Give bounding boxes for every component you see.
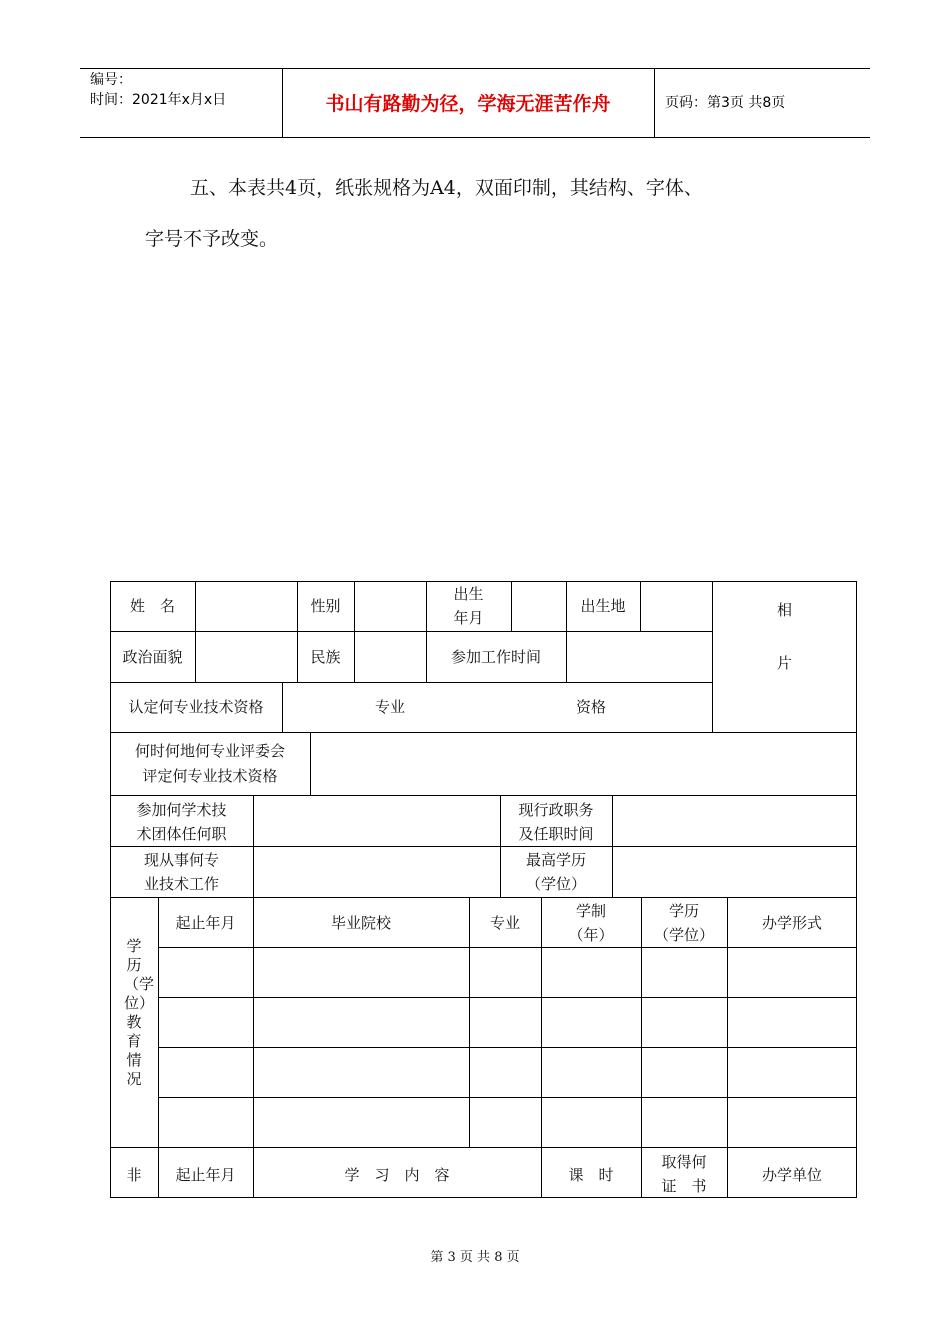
org-label-line2: 术团体任何职 [136,825,227,843]
org-label-line1: 参加何学术技 [136,801,227,819]
name-label: 姓 名 [129,597,175,615]
nonedu-cert-header-line2: 证 书 [661,1177,707,1195]
header-page-cell [655,69,870,137]
work-label-line2: 业技术工作 [143,875,219,893]
gender-label: 性别 [310,597,341,615]
photo-label-line2: 片 [776,654,792,672]
header-motto-cell [282,69,655,137]
photo-label-line1: 相 [776,601,792,619]
qualification-label: 认定何专业技术资格 [128,698,264,716]
nonedu-section-label: 非 [126,1166,142,1184]
nonedu-cert-header-line1: 取得何 [661,1153,707,1171]
edu-mode-header: 办学形式 [761,914,822,932]
edu-period-header: 起止年月 [175,914,236,932]
header-meta-cell [80,69,283,137]
birthplace-label: 出生地 [580,597,626,615]
political-label: 政治面貌 [122,648,183,666]
education-section-label: 学历（学位）教育情况 [124,937,155,1088]
nonedu-hours-header: 课 时 [568,1166,614,1184]
edu-degree-header-line1: 学历 [668,902,699,920]
registration-form [110,581,857,1198]
motto: 书山有路勤为径，学海无涯苦作舟 [325,93,611,115]
time-label: 时间：2021年x月x日 [90,92,227,108]
ethnicity-label: 民族 [310,648,341,666]
post-label-line2: 及任职时间 [518,825,594,843]
nonedu-content-header: 学 习 内 容 [344,1166,450,1184]
qualification-sub-label: 资格 [576,698,607,716]
edu-major-header: 专业 [489,914,520,932]
instruction-line-1: 五、本表共4页，纸张规格为A4，双面印制，其结构、字体、 [190,177,703,199]
number-label: 编号： [90,72,132,88]
committee-label-line2: 评定何专业技术资格 [142,767,278,785]
nonedu-unit-header: 办学单位 [761,1166,822,1184]
edu-degree-header-line2: （学位） [653,926,714,944]
nonedu-period-header: 起止年月 [175,1166,236,1184]
edu-school-header: 毕业院校 [330,914,391,932]
page-info: 页码：第3页 共8页 [665,95,786,111]
document-header [80,68,870,138]
major-label: 专业 [375,698,406,716]
post-label-line1: 现行政职务 [518,801,594,819]
work-start-label: 参加工作时间 [450,648,541,666]
page-footer: 第 3 页 共 8 页 [430,1250,520,1265]
instruction-line-2: 字号不予改变。 [145,228,279,250]
committee-label-line1: 何时何地何专业评委会 [134,742,285,760]
birth-label-line2: 年月 [453,609,484,627]
work-label-line1: 现从事何专 [143,851,219,869]
degree-label-line1: 最高学历 [525,851,586,869]
birth-label-line1: 出生 [453,585,484,603]
degree-label-line2: （学位） [525,875,586,893]
edu-years-header-line2: （年） [568,926,614,944]
edu-years-header-line1: 学制 [575,902,606,920]
